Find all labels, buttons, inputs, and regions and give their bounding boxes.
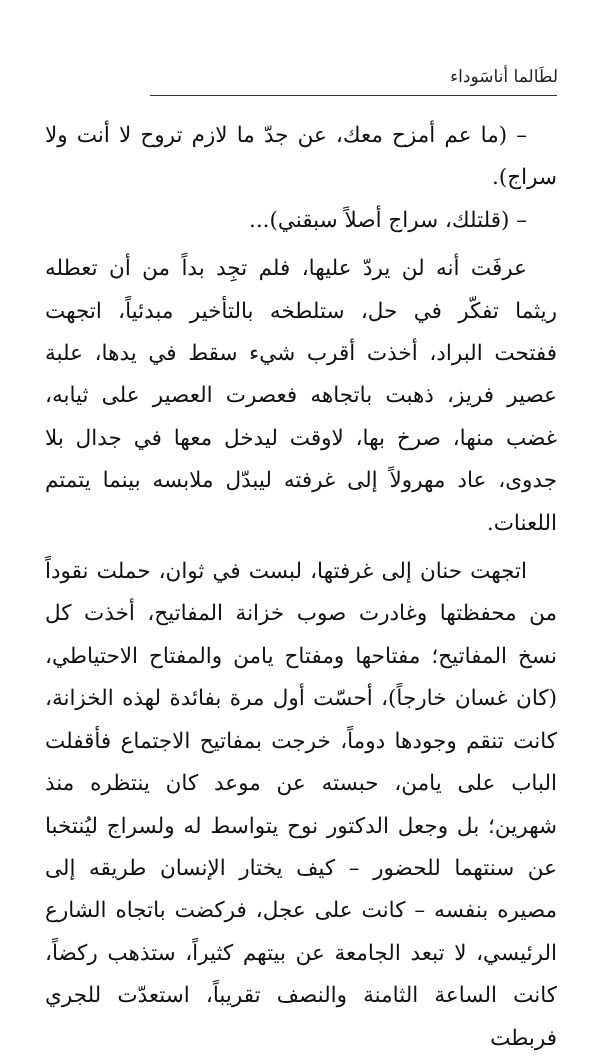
narrative-paragraph-2: اتجهت حنان إلى غرفتها، لبست في ثوان، حملت نقوداً من محفظتها وغادرت صوب خزانة المفاتيح، أخذت كل نسخ المفاتيح؛ مفتاحها ومفتاح يامن والمفتاح الاحتياطي، (كان غسان خارجاً)، أحسّت أول مرة بفائدة لهذه الخزانة، كانت تنقم وجودها دوماً، خرجت بمفاتيح الاجتماع فأقفلت الباب على يامن، حبسته عن موعد كان ينتظره منذ شهرين؛ بل وجعل الدكتور نوح يتواسط له ولسراج ليُنتخبا عن سنتهما للحضور – كيف يختار الإنسان طريقه إلى مصيره بنفسه – كانت على عجل، فركضت باتجاه الشارع الرئيسي، لا تبعد الجامعة عن بيتهم كثيراً، ستذهب ركضاً، كانت الساعة الثامنة والنصف تقريباً، استعدّت للجري فربطت bbox=[45, 559, 557, 1051]
dialogue-line-1: – (ما عم أمزح معك، عن جدّ ما لازم تروح لا أنت ولا سراج). bbox=[45, 123, 557, 191]
page-body-text bbox=[45, 115, 557, 1060]
narrative-paragraph-1: عرفَت أنه لن يردّ عليها، فلم تجِد بداً من أن تعطله ريثما تفكّر في حل، ستلطخه بالتأخير مبدئياً، اتجهت ففتحت البراد، أخذت أقرب شيء سقط في يدها، علبة عصير فريز، ذهبت باتجاهه فعصرت العصير على ثيابه، غضب منها، صرخ بها، لاوقت ليدخل معها في جدال بلا جدوى، عاد مهرولاً إلى غرفته ليبدّل ملابسه بينما يتمتم اللعنات. bbox=[45, 256, 557, 536]
running-header-title: لطَالما أناسَوداء bbox=[450, 67, 558, 87]
header-divider bbox=[150, 95, 557, 96]
dialogue-line-2: – (قلتلك، سراج أصلاً سبقني)... bbox=[249, 207, 527, 233]
